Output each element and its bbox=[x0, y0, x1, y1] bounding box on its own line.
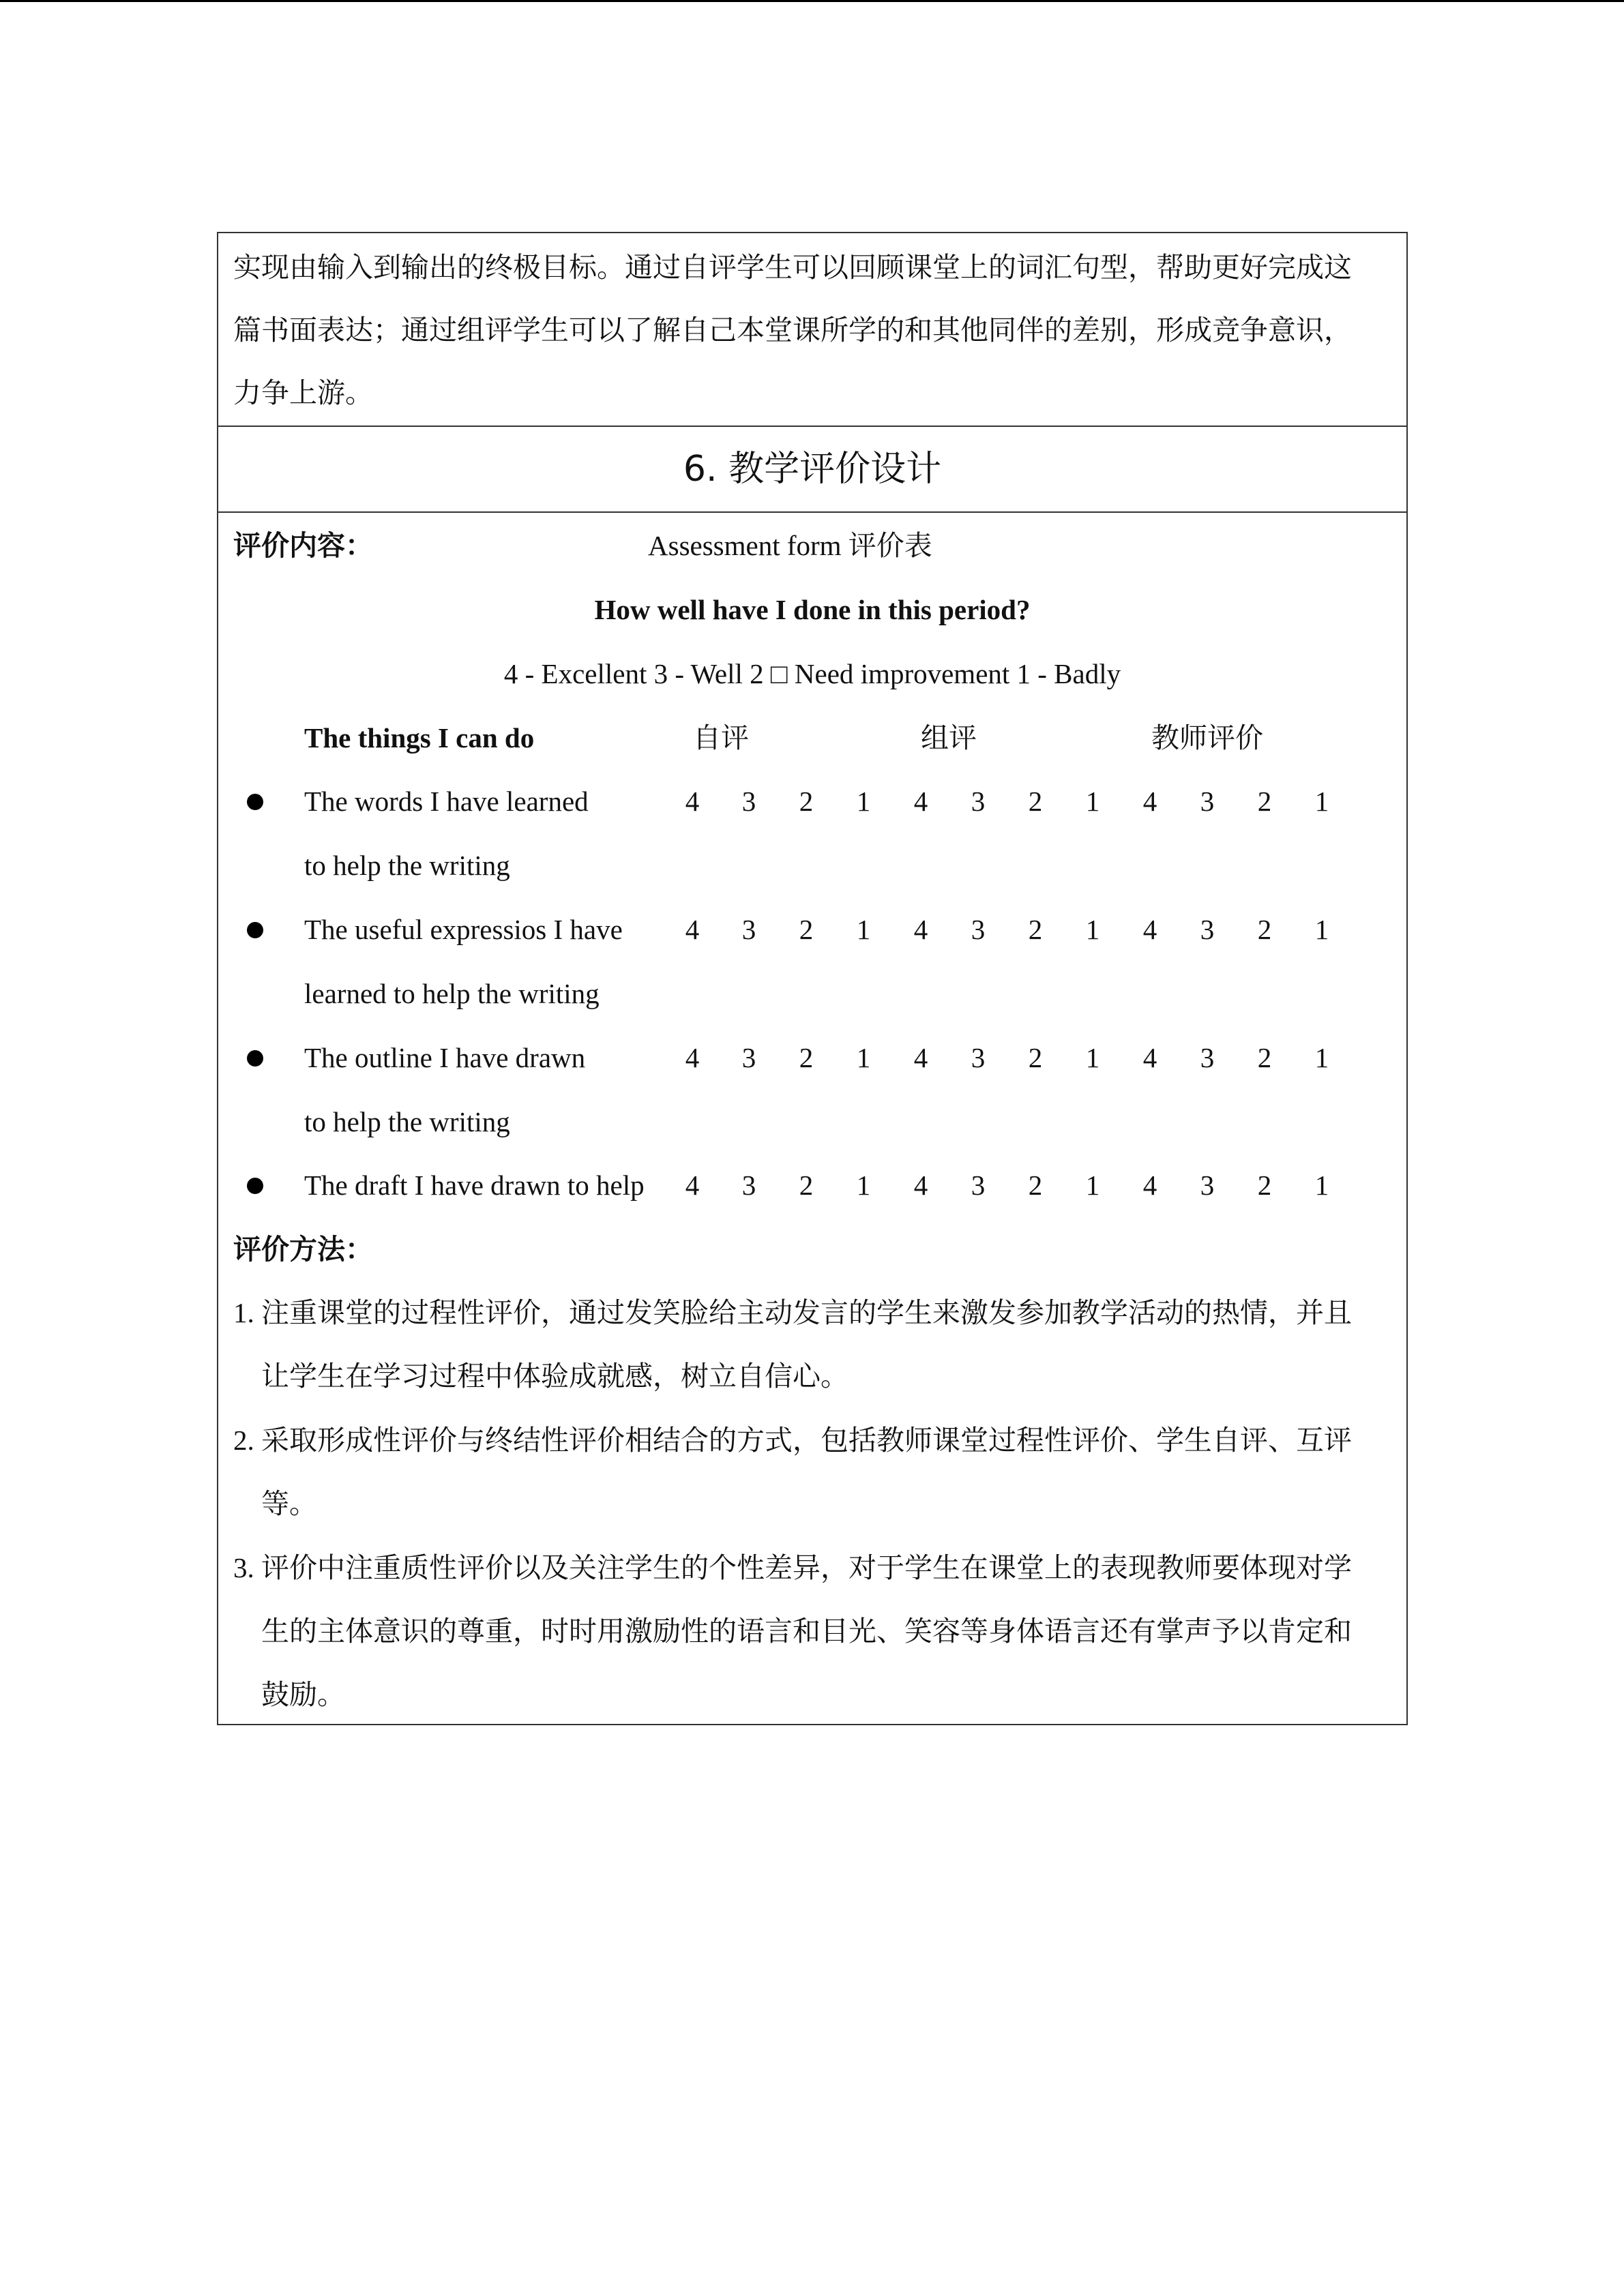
self-score-4: 4 bbox=[685, 1169, 700, 1201]
row-item-text: The draft I have drawn to help bbox=[304, 1169, 645, 1201]
column-header-item: The things I can do bbox=[304, 722, 535, 754]
group-score-3: 3 bbox=[971, 786, 986, 817]
method-item-number: 2. bbox=[233, 1425, 254, 1456]
self-score-2: 2 bbox=[799, 786, 814, 817]
teacher-score-4: 4 bbox=[1142, 786, 1157, 817]
self-score-2: 2 bbox=[799, 914, 814, 945]
teacher-score-2: 2 bbox=[1257, 786, 1272, 817]
group-score-4: 4 bbox=[913, 914, 928, 945]
bullet-icon bbox=[247, 922, 263, 938]
column-header-teacher: 教师评价 bbox=[1151, 722, 1263, 754]
teacher-score-1: 1 bbox=[1314, 786, 1329, 817]
row-item-text: to help the writing bbox=[304, 850, 510, 881]
method-item-number: 3. bbox=[233, 1552, 254, 1583]
self-score-4: 4 bbox=[685, 1042, 700, 1073]
teacher-score-3: 3 bbox=[1200, 914, 1215, 945]
section-title: 6. 教学评价设计 bbox=[683, 449, 942, 490]
self-score-3: 3 bbox=[741, 914, 756, 945]
teacher-score-2: 2 bbox=[1257, 1169, 1272, 1201]
group-score-2: 2 bbox=[1028, 914, 1043, 945]
teacher-score-3: 3 bbox=[1200, 1169, 1215, 1201]
group-score-4: 4 bbox=[913, 1042, 928, 1073]
row-item-text: The useful expressios I have bbox=[304, 914, 623, 945]
self-score-1: 1 bbox=[856, 786, 871, 817]
row-item-text: learned to help the writing bbox=[304, 978, 600, 1009]
method-item-text: 鼓励。 bbox=[261, 1679, 345, 1710]
self-score-4: 4 bbox=[685, 786, 700, 817]
group-score-1: 1 bbox=[1085, 914, 1100, 945]
group-score-2: 2 bbox=[1028, 1042, 1043, 1073]
group-score-3: 3 bbox=[971, 1042, 986, 1073]
teacher-score-1: 1 bbox=[1314, 914, 1329, 945]
method-item-text: 采取形成性评价与终结性评价相结合的方式，包括教师课堂过程性评价、学生自评、互评 bbox=[261, 1425, 1352, 1456]
group-score-3: 3 bbox=[971, 1169, 986, 1201]
page-top-rule bbox=[0, 0, 1624, 2]
bullet-icon bbox=[247, 794, 263, 810]
bullet-icon bbox=[247, 1178, 263, 1194]
self-score-3: 3 bbox=[741, 786, 756, 817]
self-score-1: 1 bbox=[856, 1042, 871, 1073]
teacher-score-1: 1 bbox=[1314, 1042, 1329, 1073]
teacher-score-2: 2 bbox=[1257, 914, 1272, 945]
intro-line: 力争上游。 bbox=[233, 377, 373, 408]
row-item-text: The outline I have drawn bbox=[304, 1042, 586, 1073]
self-score-1: 1 bbox=[856, 914, 871, 945]
intro-cell bbox=[218, 233, 1406, 427]
method-item-text: 注重课堂的过程性评价，通过发笑脸给主动发言的学生来激发参加教学活动的热情，并且 bbox=[261, 1297, 1352, 1328]
teacher-score-4: 4 bbox=[1142, 1169, 1157, 1201]
self-score-4: 4 bbox=[685, 914, 700, 945]
form-title: Assessment form 评价表 bbox=[648, 530, 932, 561]
rating-scale: 4 - Excellent 3 - Well 2 □ Need improvement 1 - Badly bbox=[503, 658, 1121, 689]
section-heading-cell bbox=[218, 427, 1406, 513]
teacher-score-3: 3 bbox=[1200, 1042, 1215, 1073]
self-check-question: How well have I done in this period? bbox=[594, 594, 1031, 625]
lesson-plan-table bbox=[217, 232, 1408, 1725]
group-score-3: 3 bbox=[971, 914, 986, 945]
content-label: 评价内容： bbox=[233, 530, 373, 561]
self-score-3: 3 bbox=[741, 1042, 756, 1073]
intro-line: 篇书面表达；通过组评学生可以了解自己本堂课所学的和其他同伴的差别，形成竞争意识， bbox=[233, 314, 1352, 346]
self-score-3: 3 bbox=[741, 1169, 756, 1201]
self-score-2: 2 bbox=[799, 1169, 814, 1201]
group-score-1: 1 bbox=[1085, 1169, 1100, 1201]
row-item-text: The words I have learned bbox=[304, 786, 589, 817]
group-score-2: 2 bbox=[1028, 786, 1043, 817]
method-item-number: 1. bbox=[233, 1297, 254, 1328]
method-item-text: 生的主体意识的尊重，时时用激励性的语言和目光、笑容等身体语言还有掌声予以肯定和 bbox=[261, 1615, 1352, 1647]
method-item-text: 评价中注重质性评价以及关注学生的个性差异，对于学生在课堂上的表现教师要体现对学 bbox=[261, 1552, 1352, 1583]
intro-line: 实现由输入到输出的终极目标。通过自评学生可以回顾课堂上的词汇句型，帮助更好完成这 bbox=[233, 252, 1352, 283]
teacher-score-4: 4 bbox=[1142, 914, 1157, 945]
column-header-self: 自评 bbox=[693, 722, 749, 754]
column-header-group: 组评 bbox=[921, 722, 977, 754]
group-score-4: 4 bbox=[913, 1169, 928, 1201]
method-item-text: 等。 bbox=[261, 1488, 317, 1519]
group-score-2: 2 bbox=[1028, 1169, 1043, 1201]
method-label: 评价方法： bbox=[233, 1234, 373, 1265]
self-score-2: 2 bbox=[799, 1042, 814, 1073]
assessment-cell bbox=[218, 513, 1406, 1725]
bullet-icon bbox=[247, 1050, 263, 1067]
method-item-text: 让学生在学习过程中体验成就感，树立自信心。 bbox=[261, 1360, 848, 1392]
self-score-1: 1 bbox=[856, 1169, 871, 1201]
teacher-score-4: 4 bbox=[1142, 1042, 1157, 1073]
teacher-score-3: 3 bbox=[1200, 786, 1215, 817]
row-item-text: to help the writing bbox=[304, 1106, 510, 1137]
group-score-1: 1 bbox=[1085, 786, 1100, 817]
teacher-score-2: 2 bbox=[1257, 1042, 1272, 1073]
teacher-score-1: 1 bbox=[1314, 1169, 1329, 1201]
group-score-4: 4 bbox=[913, 786, 928, 817]
group-score-1: 1 bbox=[1085, 1042, 1100, 1073]
